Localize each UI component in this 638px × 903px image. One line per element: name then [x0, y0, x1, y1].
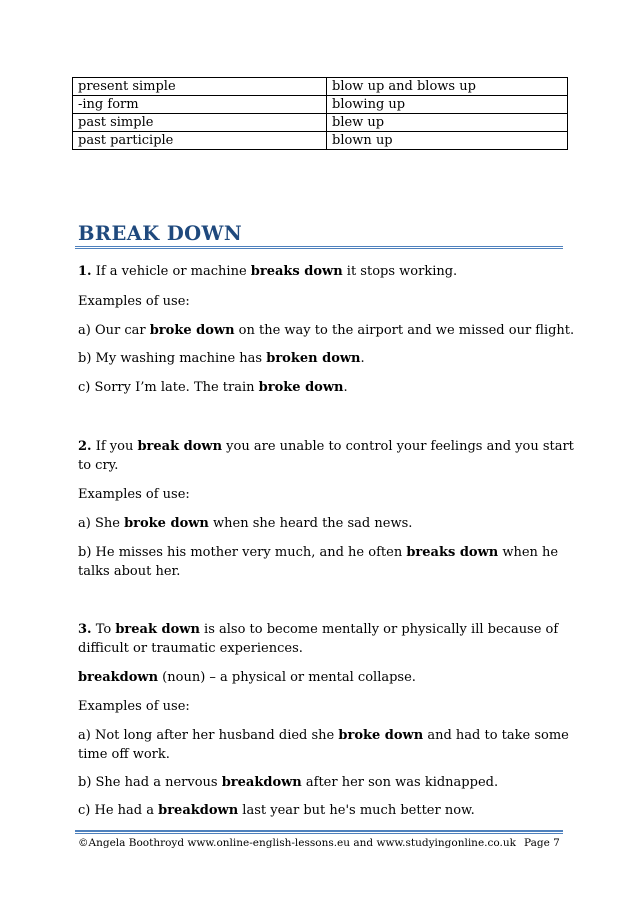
- page-number: Page 7: [524, 837, 560, 849]
- text-run: after her son was kidnapped.: [301, 775, 499, 790]
- text-run: a) She: [78, 516, 125, 531]
- text-run: If a vehicle or machine: [91, 264, 251, 279]
- table-cell-form: -ing form: [73, 96, 327, 114]
- text-run: last year but he's much better now.: [238, 803, 475, 818]
- text-run: Examples of use:: [78, 294, 190, 309]
- bold-text: broke down: [149, 323, 235, 338]
- table-row: [73, 132, 568, 150]
- text-run: difficult or traumatic experiences.: [78, 641, 303, 656]
- text-run: Examples of use:: [78, 487, 190, 502]
- paragraph-line: [78, 349, 365, 369]
- bold-text: breakdown: [78, 670, 159, 685]
- bold-text: broke down: [338, 728, 424, 743]
- footer-credit: ©Angela Boothroyd www.online-english-lessons.eu and www.studyingonline.co.uk: [78, 837, 516, 849]
- bold-text: breakdown: [221, 775, 302, 790]
- bold-text: breaks down: [250, 264, 343, 279]
- text-run: b) My washing machine has: [78, 351, 267, 366]
- bold-text: broke down: [258, 380, 344, 395]
- paragraph-line: [78, 378, 348, 398]
- paragraph-line: [78, 773, 498, 793]
- paragraph-line: [78, 437, 574, 457]
- text-run: on the way to the airport and we missed our flight.: [234, 323, 575, 338]
- text-run: is also to become mentally or physically ill because of: [199, 622, 559, 637]
- table-cell-form: present simple: [73, 78, 327, 96]
- text-run: when she heard the sad news.: [208, 516, 413, 531]
- bold-text: breaks down: [406, 545, 499, 560]
- bold-text: break down: [137, 439, 223, 454]
- text-run: Examples of use:: [78, 699, 190, 714]
- bold-text: break down: [115, 622, 200, 637]
- text-run: .: [360, 351, 365, 366]
- text-run: a) Our car: [78, 323, 150, 338]
- section-heading: BREAK DOWN: [78, 222, 243, 245]
- table-cell-value: blown up: [327, 132, 568, 150]
- text-run: to cry.: [78, 458, 119, 473]
- paragraph-line: [78, 321, 574, 341]
- text-run: b) She had a nervous: [78, 775, 222, 790]
- paragraph-line: [78, 292, 190, 312]
- table-row: [73, 114, 568, 132]
- bold-text: broke down: [124, 516, 209, 531]
- bold-text: 2.: [78, 439, 92, 454]
- paragraph-line: [78, 745, 170, 765]
- text-run: it stops working.: [342, 264, 458, 279]
- footer-divider: [75, 830, 563, 834]
- paragraph-line: [78, 485, 190, 505]
- paragraph-line: [78, 262, 457, 282]
- table-cell-value: blow up and blows up: [327, 78, 568, 96]
- paragraph-line: [78, 801, 475, 821]
- paragraph-line: [78, 726, 569, 746]
- text-run: and had to take some: [423, 728, 569, 743]
- paragraph-line: [78, 543, 558, 563]
- table-cell-form: past participle: [73, 132, 327, 150]
- paragraph-line: [78, 668, 416, 688]
- text-run: .: [343, 380, 348, 395]
- text-run: c) He had a: [78, 803, 159, 818]
- text-run: If you: [91, 439, 138, 454]
- table-cell-value: blowing up: [327, 96, 568, 114]
- text-run: (noun) – a physical or mental collapse.: [158, 670, 416, 685]
- text-run: you are unable to control your feelings and you start: [222, 439, 574, 454]
- table-cell-value: blew up: [327, 114, 568, 132]
- text-run: b) He misses his mother very much, and he often: [78, 545, 407, 560]
- table-cell-form: past simple: [73, 114, 327, 132]
- paragraph-line: [78, 514, 412, 534]
- text-run: when he: [498, 545, 559, 560]
- text-run: c) Sorry I’m late. The train: [78, 380, 259, 395]
- paragraph-line: [78, 639, 303, 659]
- table-row: [73, 96, 568, 114]
- conjugation-table: [72, 77, 568, 150]
- bold-text: breakdown: [158, 803, 239, 818]
- heading-divider: [75, 246, 563, 249]
- text-run: time off work.: [78, 747, 170, 762]
- text-run: To: [91, 622, 116, 637]
- paragraph-line: [78, 456, 118, 476]
- table-row: [73, 78, 568, 96]
- bold-text: 1.: [78, 264, 92, 279]
- bold-text: 3.: [78, 622, 92, 637]
- paragraph-line: [78, 697, 190, 717]
- text-run: a) Not long after her husband died she: [78, 728, 339, 743]
- bold-text: broken down: [266, 351, 361, 366]
- paragraph-line: [78, 620, 558, 640]
- text-run: talks about her.: [78, 564, 181, 579]
- paragraph-line: [78, 562, 180, 582]
